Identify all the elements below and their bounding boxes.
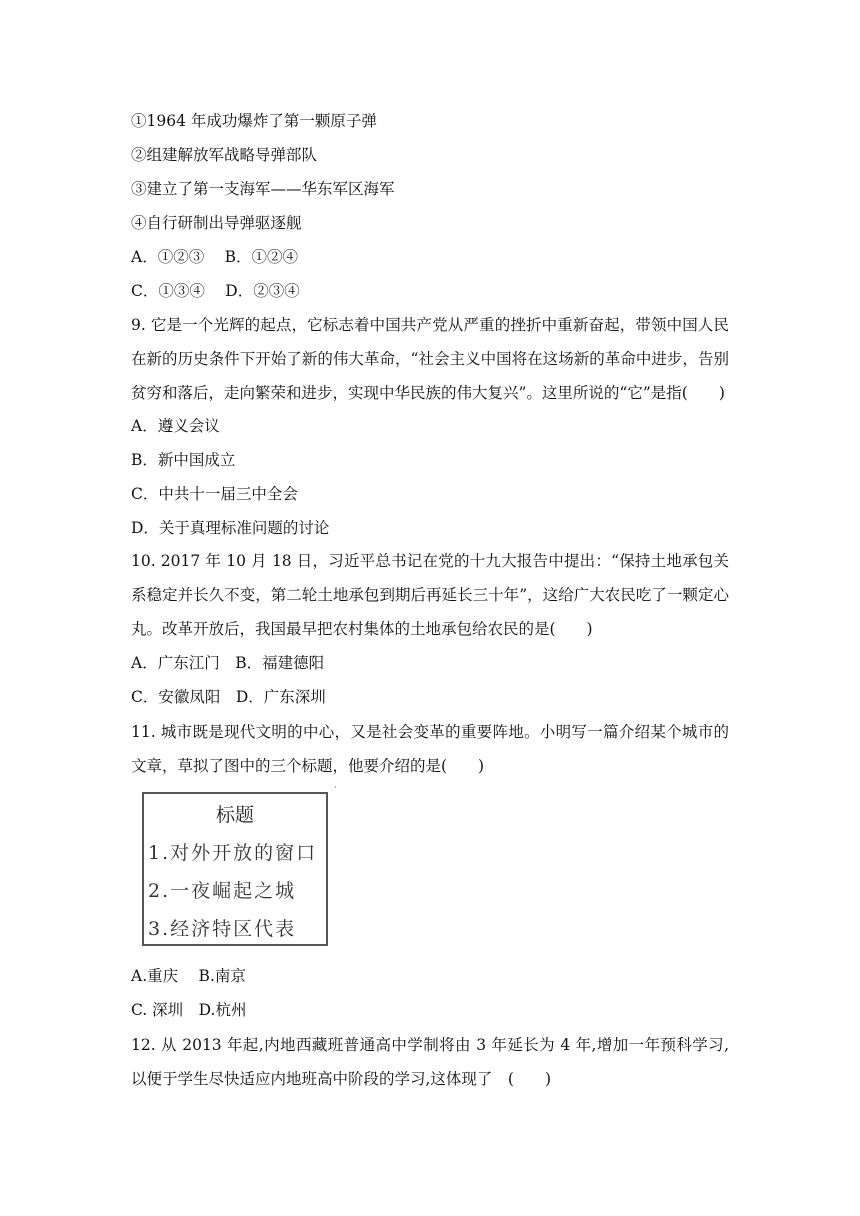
q8-option-2: ②组建解放军战略导弹部队 xyxy=(131,146,318,164)
q10-stem: 10. 2017 年 10 月 18 日，习近平总书记在党的十九大报告中提出：“保持土地承包关系稳定并长久不变，第二轮土地承包到期后再延长三十年”，这给广大农民吃了一颗定心丸。改革开放后，我国最早把农村集体的土地承包给农民的是( ) xyxy=(131,552,729,638)
figure-item-1: 1.对外开放的窗口 xyxy=(148,842,318,864)
q9-option-c: C．中共十一届三中全会 xyxy=(131,485,298,503)
q10-options-row-1: A．广东江门 B．福建德阳 xyxy=(131,654,325,672)
q9-option-a: A．遵义会议 xyxy=(131,417,220,435)
q9-option-b: B．新中国成立 xyxy=(131,451,236,469)
q11-options-row-2: C. 深圳 D.杭州 xyxy=(131,1001,247,1019)
q11-stem: 11. 城市既是现代文明的中心，又是社会变革的重要阵地。小明写一篇介绍某个城市的文章，草拟了图中的三个标题，他要介绍的是( ) xyxy=(131,723,729,775)
q12-stem: 12. 从 2013 年起,内地西藏班普通高中学制将由 3 年延长为 4 年,增加一年预科学习,以便于学生尽快适应内地班高中阶段的学习,这体现了 ( ) xyxy=(131,1036,729,1088)
q9-option-d: D．关于真理标准问题的讨论 xyxy=(131,519,330,537)
q8-answer-row-1: A．①②③ B．①②④ xyxy=(131,248,299,266)
figure-item-3: 3.经济特区代表 xyxy=(148,918,297,940)
titles-figure xyxy=(142,792,328,946)
figure-item-2: 2.一夜崛起之城 xyxy=(148,880,297,902)
q10-options-row-2: C．安徽凤阳 D．广东深圳 xyxy=(131,688,326,706)
q8-option-1: ①1964 年成功爆炸了第一颗原子弹 xyxy=(131,112,377,130)
figure-mark: ˙ xyxy=(333,786,338,797)
q9-stem: 9. 它是一个光辉的起点，它标志着中国共产党从严重的挫折中重新奋起，带领中国人民在新的历史条件下开始了新的伟大革命，“社会主义中国将在这场新的革命中进步，告别贫穷和落后，走向繁荣和进步，实现中华民族的伟大复兴”。这里所说的“它”是指( ) xyxy=(131,316,729,402)
q11-options-row-1: A.重庆 B.南京 xyxy=(131,967,246,985)
q8-answer-row-2: C．①③④ D．②③④ xyxy=(131,282,300,300)
q8-option-3: ③建立了第一支海军——华东军区海军 xyxy=(131,180,395,198)
q8-option-4: ④自行研制出导弹驱逐舰 xyxy=(131,214,302,232)
figure-title: 标题 xyxy=(215,804,254,826)
